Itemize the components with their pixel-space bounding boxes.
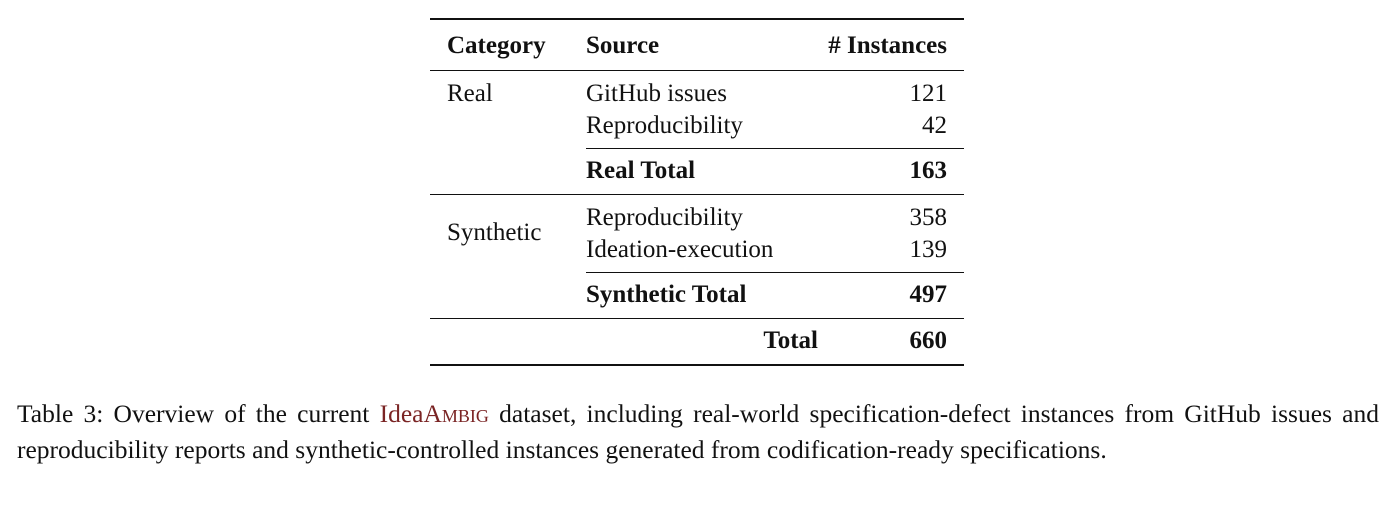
source-cell: Reproducibility [586, 112, 743, 139]
dataset-name-part1: Idea [379, 399, 424, 428]
header-category: Category [447, 32, 546, 59]
subtotal-value: 163 [818, 149, 964, 195]
grand-total-row [430, 319, 964, 366]
grand-total-spacer [430, 319, 586, 366]
table-row [430, 71, 964, 111]
caption-suffix: dataset, including real-world specification-defect instances from GitHub issues and reproducibility reports and synthetic-controlled instances generated from codification-ready specifications. [17, 399, 1379, 464]
subtotal-label: Synthetic Total [586, 273, 818, 319]
instances-cell: 139 [909, 236, 947, 263]
header-source: Source [586, 32, 660, 59]
table-caption [17, 396, 1379, 468]
dataset-name-part2: Ambig [423, 399, 489, 428]
instances-cell: 42 [922, 112, 947, 139]
source-cell: GitHub issues [586, 80, 727, 107]
grand-total-value: 660 [818, 319, 964, 366]
source-cell: Ideation-execution [586, 236, 774, 263]
grand-total-label: Total [586, 319, 818, 366]
header-instances: # Instances [828, 32, 947, 59]
category-synthetic: Synthetic [430, 195, 586, 319]
table-header-row [430, 19, 964, 71]
source-cell: Reproducibility [586, 195, 818, 235]
category-real: Real [447, 80, 493, 107]
instances-cell: 358 [818, 195, 964, 235]
subtotal-label: Real Total [586, 149, 818, 195]
dataset-name [380, 399, 489, 428]
table-row [430, 195, 964, 235]
dataset-overview-table [430, 18, 964, 366]
subtotal-value: 497 [818, 273, 964, 319]
caption-prefix: Table 3: Overview of the current [17, 399, 380, 428]
instances-cell: 121 [909, 80, 947, 107]
table [430, 18, 964, 366]
